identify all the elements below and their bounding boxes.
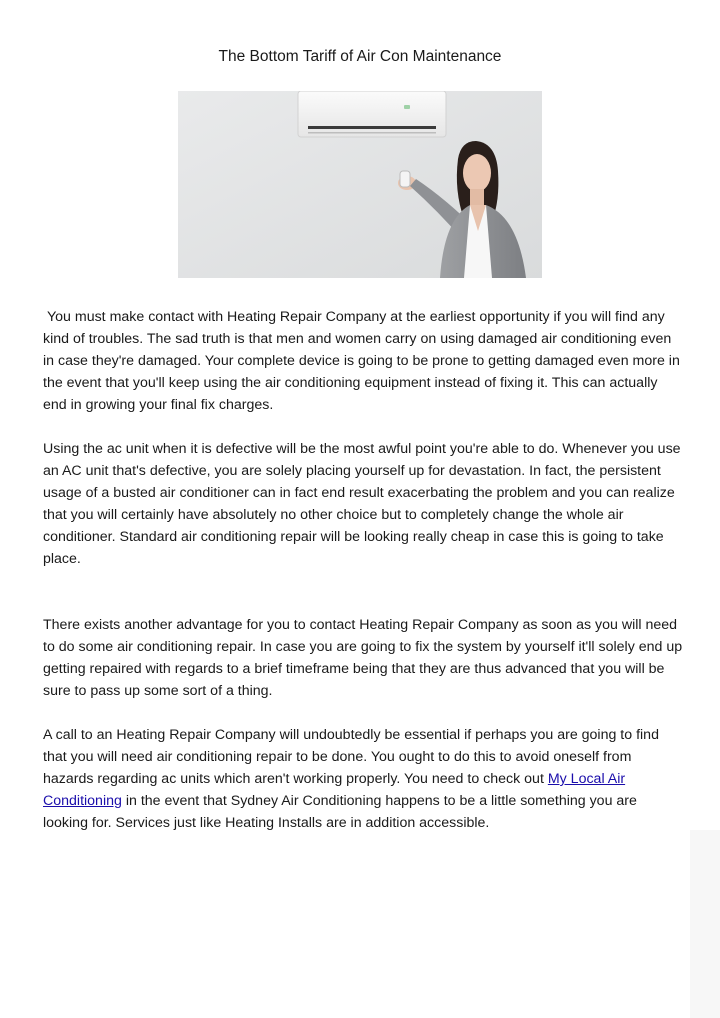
paragraph-4-text-before: A call to an Heating Repair Company will undoubtedly be essential if perhaps you are going to find that you will need air conditioning repair to be done. You ought to do this to avoid oneself from hazards regarding ac units which aren't working properly. You need to check out	[43, 727, 659, 787]
hero-image	[178, 91, 542, 278]
page-title: The Bottom Tariff of Air Con Maintenance	[218, 48, 502, 65]
woman-with-air-conditioner-photo	[178, 91, 542, 278]
paragraph-3: There exists another advantage for you to contact Heating Repair Company as soon as you will need to do some air conditioning repair. In case you are going to fix the system by yourself it'll solely end up getting repaired with regards to a brief timeframe being that they are thus advanced that you will be sure to pass up some sort of a thing.	[43, 617, 683, 699]
my-local-air-conditioning-link[interactable]: My Local Air Conditioning	[43, 771, 626, 809]
paragraph-4	[43, 724, 683, 834]
paragraph-2: Using the ac unit when it is defective will be the most awful point you're able to do. Whenever you use an AC unit that's defective, you are solely placing yourself up for devastation. In fact, the persistent usage of a busted air conditioner can in fact end result exacerbating the problem and you can realize that you will certainly have absolutely no other choice but to completely change the whole air conditioner. Standard air conditioning repair will be looking really cheap in case this is going to take place.	[43, 441, 681, 567]
paragraph-1: You must make contact with Heating Repair Company at the earliest opportunity if you will find any kind of troubles. The sad truth is that men and women carry on using damaged air conditioning even in case they're damaged. Your complete device is going to be prone to getting damaged even more in the event that you'll keep using the air conditioning equipment instead of fixing it. This can actually end in growing your final fix charges.	[43, 309, 680, 413]
paragraph-4-text-after: in the event that Sydney Air Conditioning happens to be a little something you are looking for. Services just like Heating Installs are in addition accessible.	[43, 793, 637, 831]
article-body	[43, 306, 683, 834]
page-edge-shade	[690, 830, 720, 1018]
